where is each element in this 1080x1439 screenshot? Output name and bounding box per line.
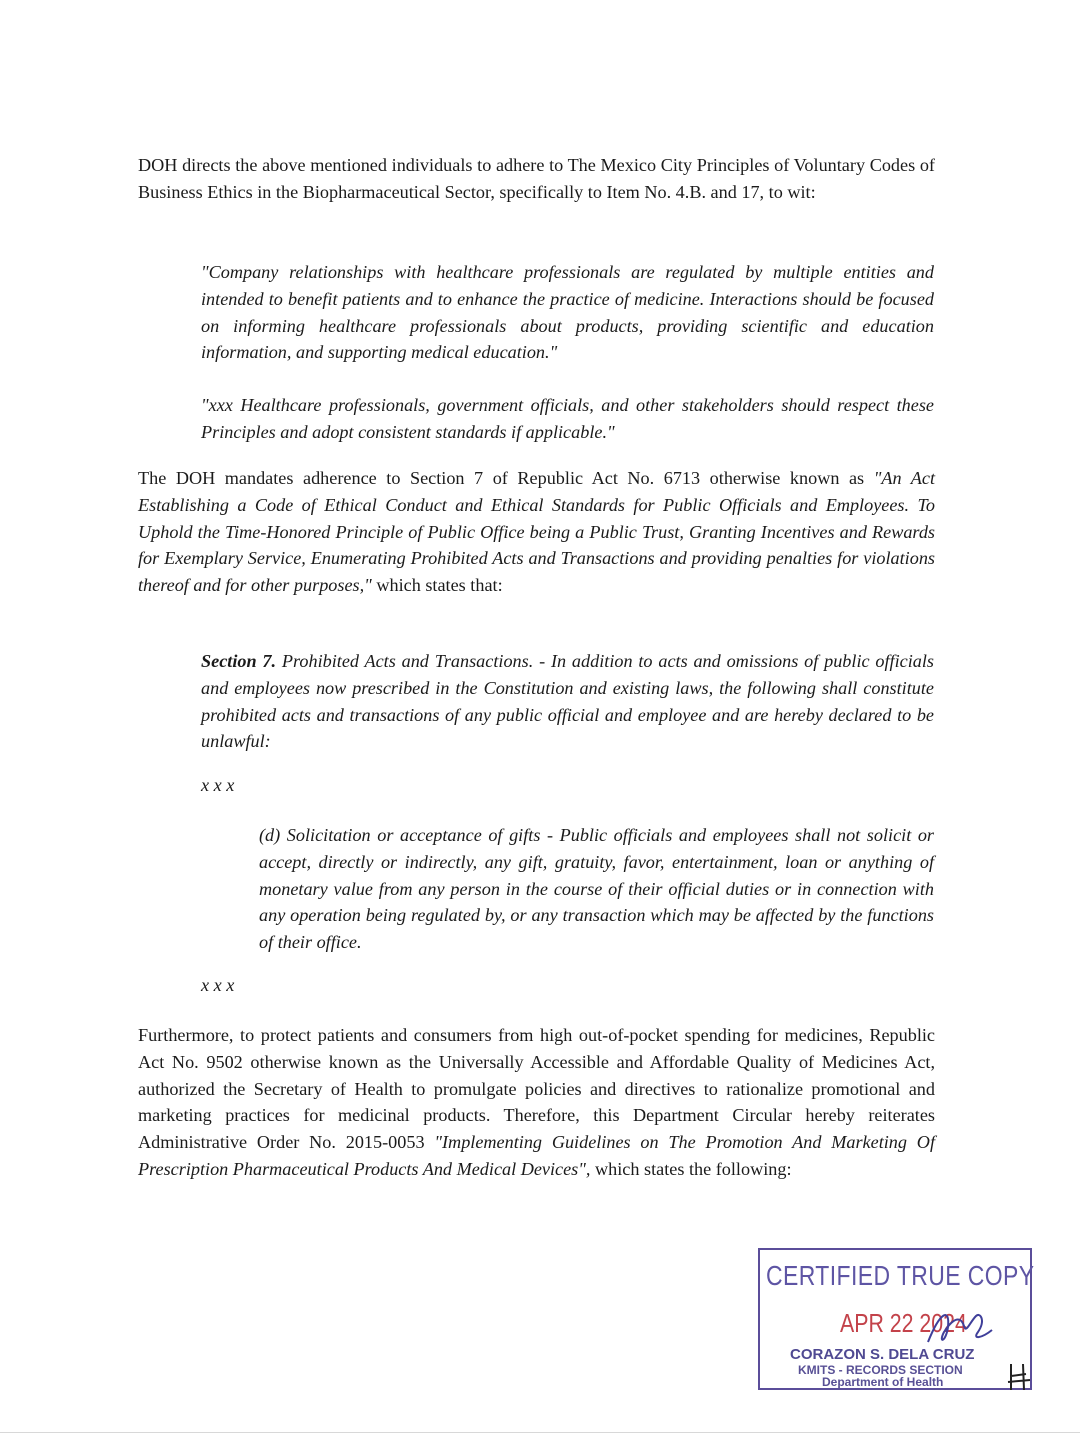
stamp-department: Department of Health <box>822 1375 944 1389</box>
ra9502-tail: which states the following: <box>590 1158 792 1179</box>
stamp-office: KMITS - RECORDS SECTION <box>798 1363 963 1377</box>
section-7-heading: Section 7. <box>201 651 277 671</box>
stamp-date: APR 22 2024 <box>840 1308 967 1338</box>
handwritten-initials-mark <box>1006 1360 1032 1394</box>
section-7-body: Prohibited Acts and Transactions. - In addition to acts and omissions of public officials and employees now prescribed in the Constitution and existing laws, the following shall constitute prohibited acts and transactions of any public official and employee and are hereby declared to be unlawful: <box>201 651 935 752</box>
ra6713-paragraph <box>138 465 935 599</box>
ellipsis-marker-2: x x x <box>201 975 235 995</box>
ra9502-paragraph <box>138 1022 935 1183</box>
stamp-signatory-name: CORAZON S. DELA CRUZ <box>790 1346 975 1363</box>
stamp-title: CERTIFIED TRUE COPY <box>766 1260 1035 1291</box>
ra9502-body: Furthermore, to protect patients and consumers from high out-of-pocket spending for medicines, Republic Act No. 9502 otherwise known as the Universally Accessible and Affordable Quality of Medicines Act, authorized the Secretary of Health to promulgate policies and directives to rationalize promotional and marketing practices for medicinal products. Therefore, this Department Circular hereby reiterates Administrative Order No. 2015-0053 <box>138 1025 935 1153</box>
certified-true-copy-stamp <box>758 1248 1035 1390</box>
quote-company-relationships: "Company relationships with healthcare professionals are regulated by multiple entities and intended to benefit patients and to enhance the practice of medicine. Interactions should be focused on informing healthcare professionals about products, providing scientific and education information, and supporting medical education." <box>201 262 934 363</box>
section-7-paragraph <box>201 648 934 755</box>
intro-paragraph: DOH directs the above mentioned individuals to adhere to The Mexico City Principles of Voluntary Codes of Business Ethics in the Biopharmaceutical Sector, specifically to Item No. 4.B. and 17, to wit: <box>138 155 935 202</box>
quote-stakeholders: "xxx Healthcare professionals, government officials, and other stakeholders should respect these Principles and adopt consistent standards if applicable." <box>201 395 934 442</box>
ra6713-tail: which states that: <box>371 575 503 596</box>
ra6713-title: "An Act Establishing a Code of Ethical Conduct and Ethical Standards for Public Officials and Employees. To Uphold the Time-Honored Principle of Public Office being a Public Trust, Granting Incentives and Rewards for Exemplary Service, Enumerating Prohibited Acts and Transactions and providing penalties for violations thereof and for other purposes," <box>138 468 936 596</box>
clause-d-paragraph: (d) Solicitation or acceptance of gifts - Public officials and employees shall not solicit or accept, directly or indirectly, any gift, gratuity, favor, entertainment, loan or anything of monetary value from any person in the course of their official duties or in connection with any operation being regulated by, or any transaction which may be affected by the functions of their office. <box>259 825 934 953</box>
ao-title: "Implementing Guidelines on The Promotion And Marketing Of Prescription Pharmaceutical Products And Medical Devices", <box>138 1132 935 1179</box>
ra6713-intro: The DOH mandates adherence to Section 7 of Republic Act No. 6713 otherwise known as <box>138 468 874 488</box>
ellipsis-marker-1: x x x <box>201 775 235 795</box>
page-bottom-edge <box>0 1432 1080 1433</box>
signature-mark <box>920 1302 1000 1352</box>
